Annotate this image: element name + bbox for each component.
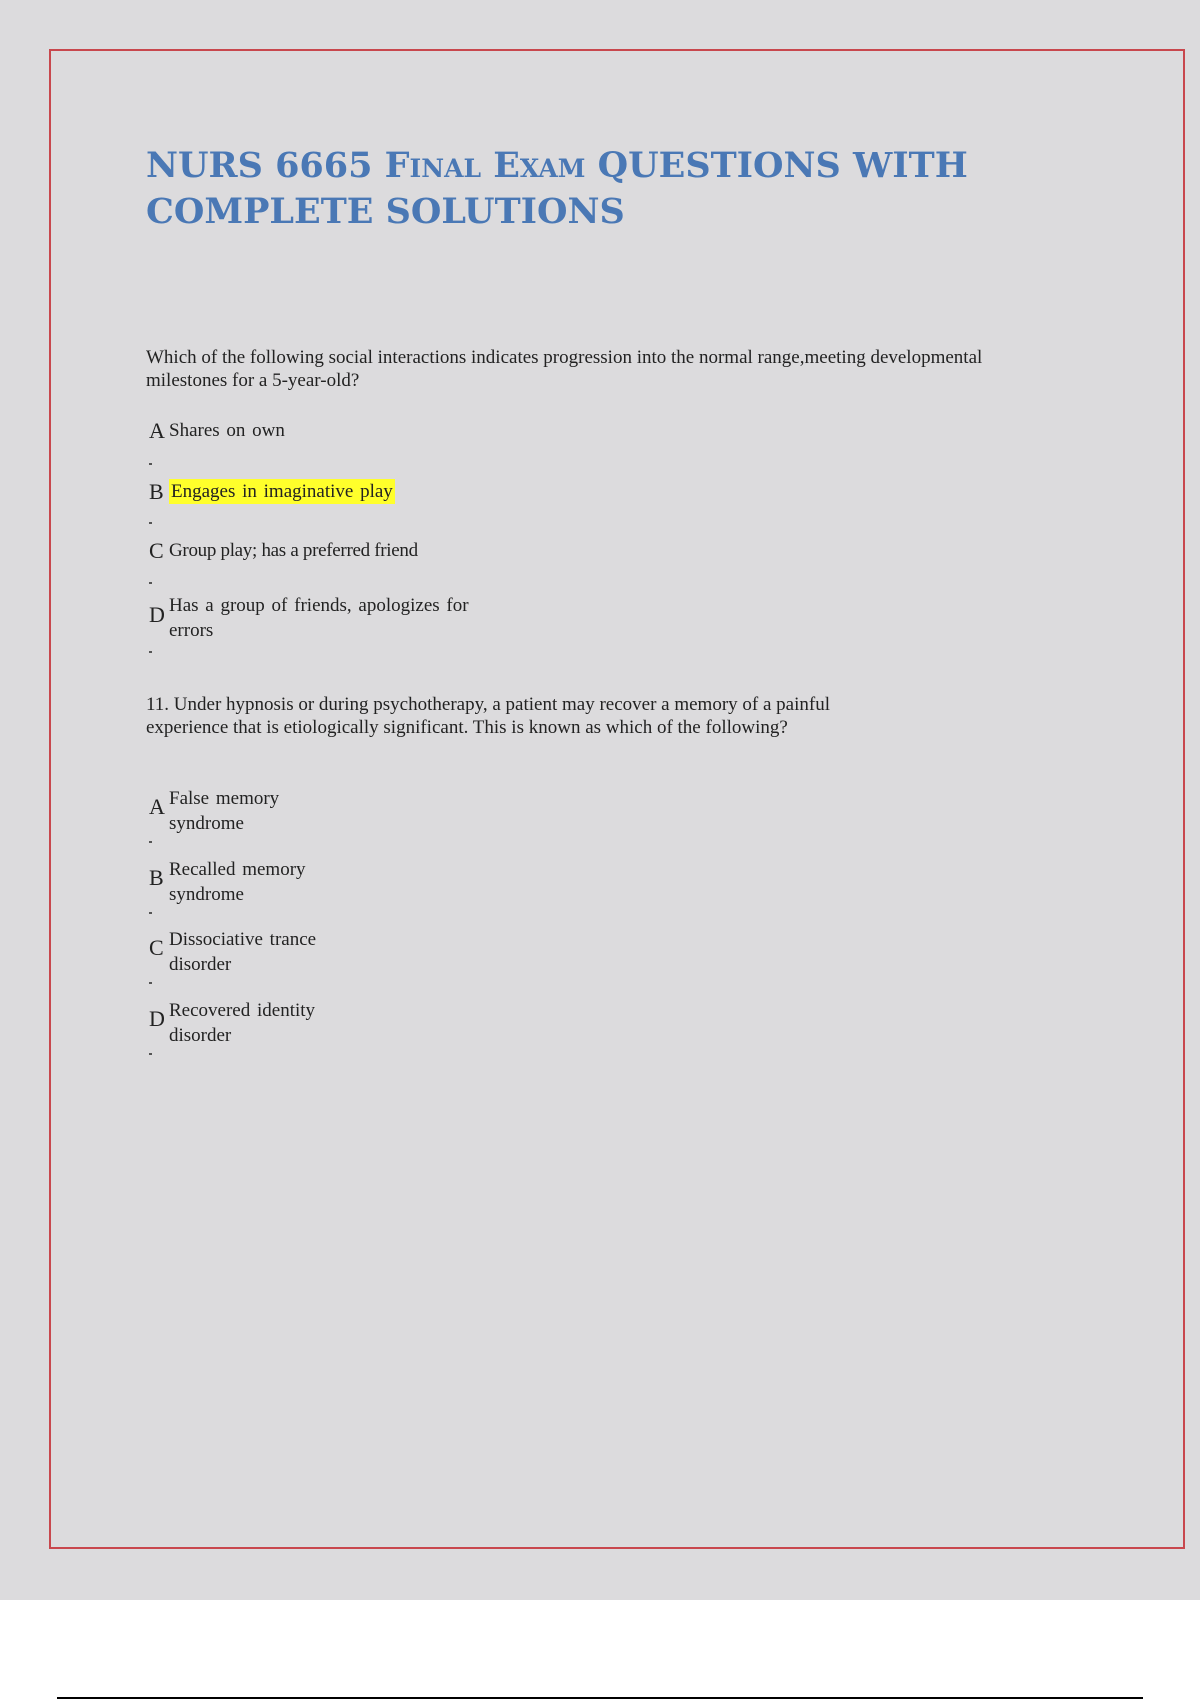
option-letter: A xyxy=(149,794,165,819)
q2-option-d[interactable] xyxy=(146,998,339,1048)
option-letter: B xyxy=(149,865,164,890)
option-text: Recovered identity disorder xyxy=(169,1000,316,1046)
option-separator xyxy=(149,982,152,984)
q1-option-b[interactable] xyxy=(146,479,395,505)
option-letter: B xyxy=(149,479,164,504)
title-course: NURS 6665 xyxy=(146,145,385,186)
option-text: Has a group of friends, apologizes for errors xyxy=(169,595,469,641)
highlighted-answer: Engages in imaginative play xyxy=(171,481,393,502)
option-separator xyxy=(149,912,152,914)
option-separator xyxy=(149,582,152,584)
option-separator xyxy=(149,1053,152,1055)
q2-option-c[interactable] xyxy=(146,927,349,977)
option-text: Dissociative trance disorder xyxy=(169,929,317,975)
question-1-text: Which of the following social interactions indicates progression into the normal range,meeting developmental milestones for a 5-year-old? xyxy=(146,347,983,391)
title-questions-with: QUESTIONS WITH xyxy=(585,145,968,186)
title-final-exam: Final Exam xyxy=(384,145,586,186)
option-letter: D xyxy=(149,602,165,627)
option-text: Group play; has a preferred friend xyxy=(169,540,418,561)
option-separator xyxy=(149,651,152,653)
q2-option-b[interactable] xyxy=(146,857,329,907)
option-letter: D xyxy=(149,1006,165,1031)
q1-option-d[interactable] xyxy=(146,593,469,643)
option-separator xyxy=(149,463,152,465)
q2-option-a[interactable] xyxy=(146,786,299,836)
option-separator xyxy=(149,522,152,524)
option-text: Recalled memory syndrome xyxy=(169,859,306,905)
question-11-text: 11. Under hypnosis or during psychotherapy, a patient may recover a memory of a painful experience that is etiologically significant. This is known as which of the following? xyxy=(146,694,830,738)
option-letter: C xyxy=(149,538,164,563)
footer-divider xyxy=(57,1697,1143,1699)
option-text: False memory syndrome xyxy=(169,788,280,834)
option-letter: C xyxy=(149,935,164,960)
q1-option-a[interactable] xyxy=(146,418,285,444)
option-letter: A xyxy=(149,418,165,443)
option-separator xyxy=(149,841,152,843)
option-text: Shares on own xyxy=(169,420,285,441)
q1-option-c[interactable] xyxy=(146,538,418,564)
title-complete-solutions: COMPLETE SOLUTIONS xyxy=(146,191,625,232)
document-title xyxy=(146,143,1046,235)
